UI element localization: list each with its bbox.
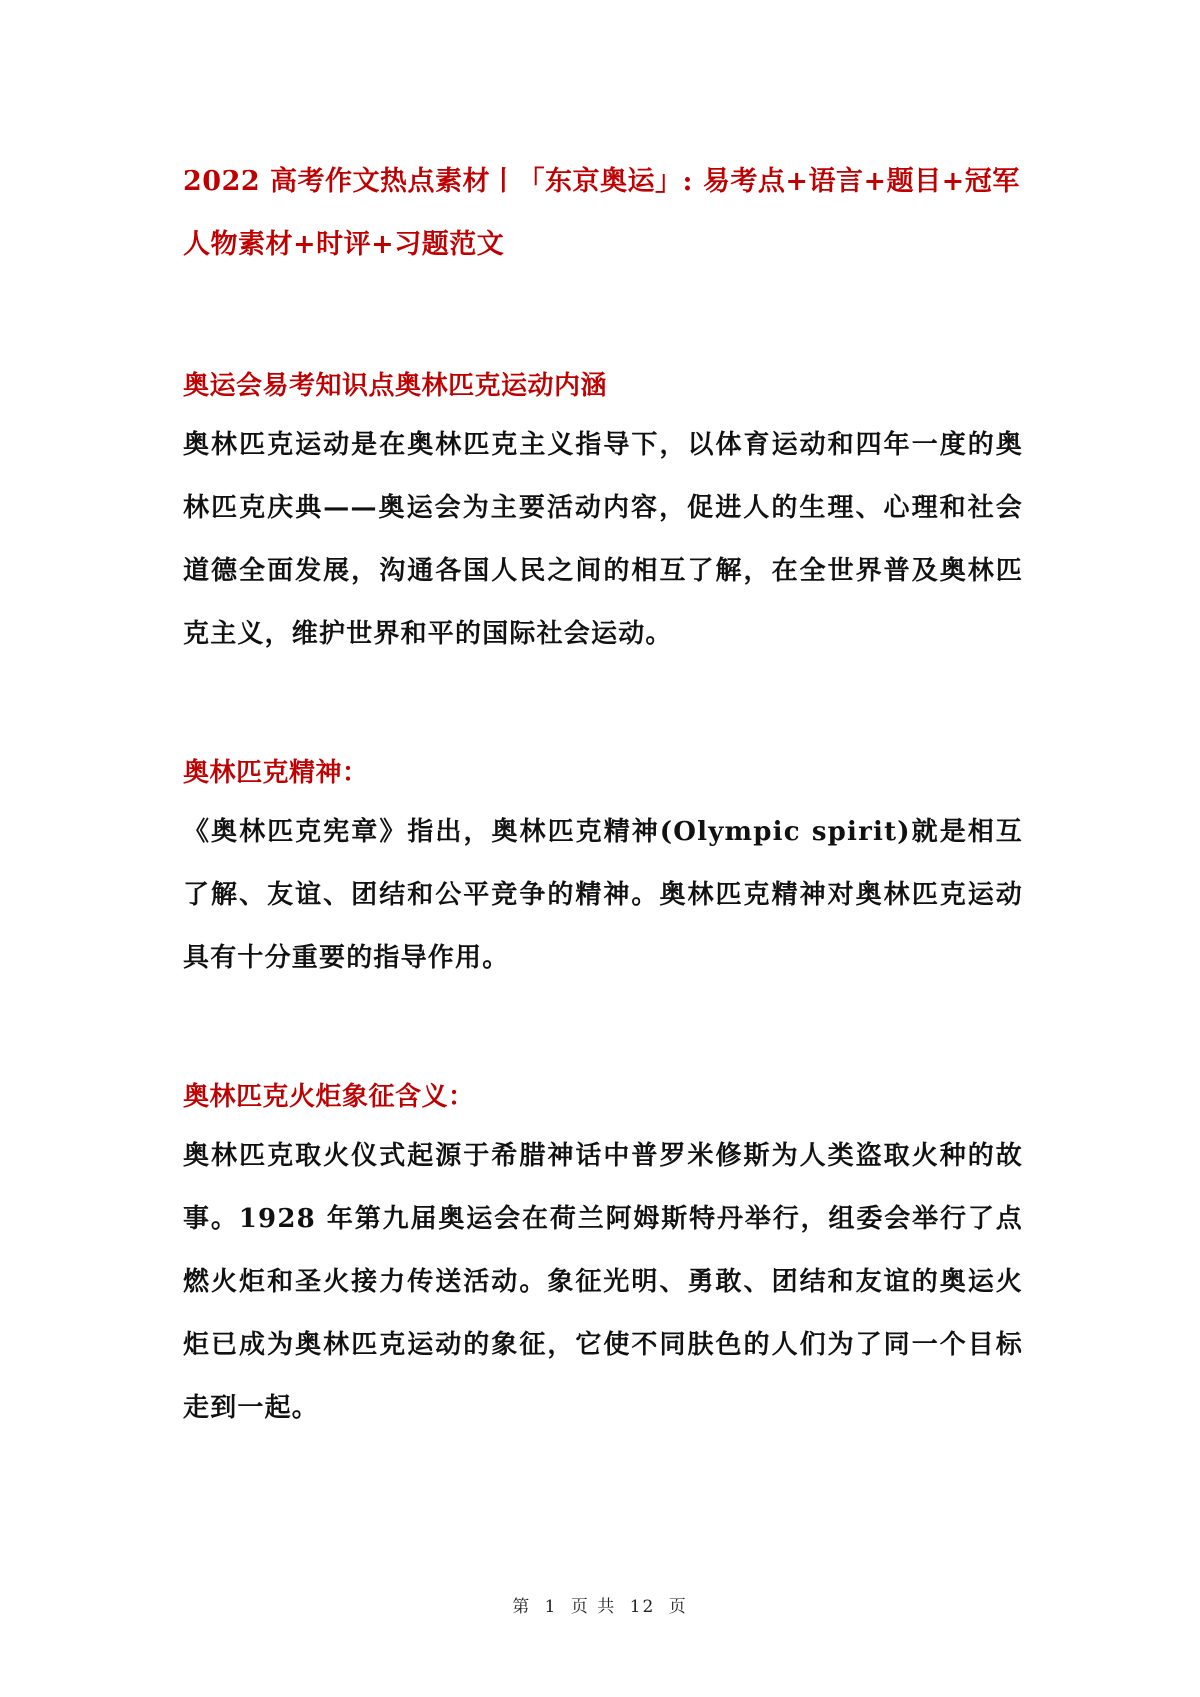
section-body: 《奥林匹克宪章》指出，奥林匹克精神(Olympic spirit)就是相互了解、友谊、团结和公平竞争的精神。奥林匹克精神对奥林匹克运动具有十分重要的指导作用。 xyxy=(183,817,1023,973)
footer-middle: 页 共 xyxy=(570,1597,617,1617)
section-olympic-spirit xyxy=(183,755,1023,990)
section-olympic-movement xyxy=(183,368,1023,666)
footer-total-pages: 12 xyxy=(629,1597,656,1617)
section-heading: 奥林匹克火炬象征含义： xyxy=(183,1082,475,1112)
document-content xyxy=(183,150,1023,1440)
section-body: 奥林匹克运动是在奥林匹克主义指导下，以体育运动和四年一度的奥林匹克庆典——奥运会为主要活动内容，促进人的生理、心理和社会道德全面发展，沟通各国人民之间的相互了解，在全世界普及奥林匹克主义，维护世界和平的国际社会运动。 xyxy=(183,430,1023,649)
footer-current-page: 1 xyxy=(544,1597,558,1617)
document-title: 2022 高考作文热点素材丨「东京奥运」: 易考点+语言+题目+冠军人物素材+时评+习题范文 xyxy=(183,166,1020,260)
footer-suffix: 页 xyxy=(668,1597,688,1617)
footer-prefix: 第 xyxy=(512,1597,532,1617)
section-heading: 奥林匹克精神： xyxy=(183,758,369,788)
section-olympic-torch xyxy=(183,1079,1023,1440)
section-heading: 奥运会易考知识点奥林匹克运动内涵 xyxy=(183,371,608,401)
section-body: 奥林匹克取火仪式起源于希腊神话中普罗米修斯为人类盗取火种的故事。1928 年第九届奥运会在荷兰阿姆斯特丹举行，组委会举行了点燃火炬和圣火接力传送活动。象征光明、勇敢、团结和友谊的奥运火炬已成为奥林匹克运动的象征，它使不同肤色的人们为了同一个目标走到一起。 xyxy=(183,1141,1023,1423)
page-footer xyxy=(0,1592,1200,1617)
